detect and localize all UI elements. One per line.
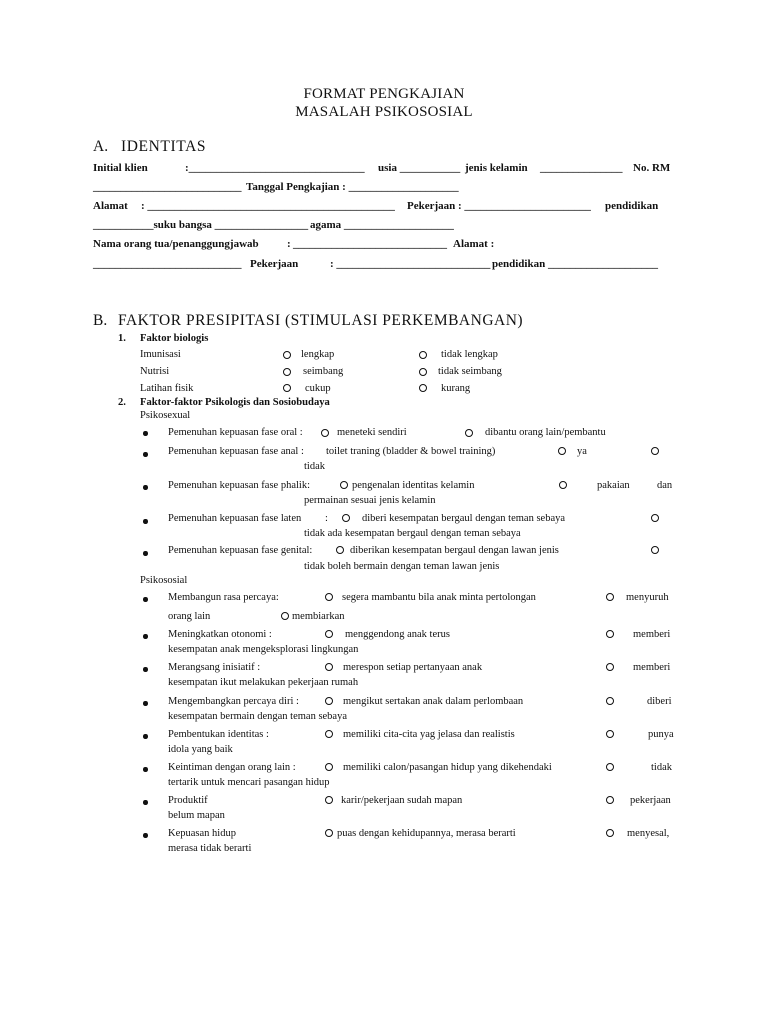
fase-genital-label: Pemenuhan kepuasan fase genital: bbox=[168, 545, 313, 556]
otonomi-menggendong-label: menggendong anak terus bbox=[345, 629, 450, 640]
imunisasi-lengkap-label: lengkap bbox=[301, 349, 335, 360]
jenis-kelamin-label: jenis kelamin bbox=[465, 162, 528, 174]
fase-laten-label: Pemenuhan kepuasan fase laten bbox=[168, 513, 302, 524]
phalik-pakaian-label: pakaian bbox=[597, 480, 630, 491]
latihan-kurang-label: kurang bbox=[441, 383, 471, 394]
oral-dibantu-label: dibantu orang lain/pembantu bbox=[485, 427, 606, 438]
item2-title: Faktor-faktor Psikologis dan Sosiobudaya bbox=[140, 397, 330, 408]
latihan-fisik-label: Latihan fisik bbox=[140, 383, 194, 394]
percaya-menyuruh-radio[interactable] bbox=[606, 593, 614, 601]
otonomi-memberi-radio[interactable] bbox=[606, 630, 614, 638]
bullet bbox=[143, 734, 148, 739]
no-rm-label: No. RM bbox=[633, 162, 671, 174]
jenis-kelamin-field[interactable]: _______________ bbox=[540, 162, 623, 174]
pendidikan-ortu-field[interactable]: pendidikan ____________________ bbox=[492, 258, 658, 270]
oral-meneteki-label: meneteki sendiri bbox=[337, 427, 407, 438]
bullet bbox=[143, 519, 148, 524]
imunisasi-label: Imunisasi bbox=[140, 349, 181, 360]
inisiatif-label: Merangsang inisiatif : bbox=[168, 662, 261, 673]
suku-bangsa-field[interactable]: ___________suku bangsa _________________ bbox=[93, 219, 309, 231]
item2-number: 2. bbox=[118, 397, 126, 408]
identitas-idola-radio[interactable] bbox=[606, 730, 614, 738]
bullet bbox=[143, 597, 148, 602]
produktif-pekerjaan-radio[interactable] bbox=[606, 796, 614, 804]
initial-klien-field[interactable]: :________________________________ bbox=[185, 162, 365, 174]
bullet bbox=[143, 634, 148, 639]
bullet bbox=[143, 551, 148, 556]
oral-meneteki-radio[interactable] bbox=[321, 429, 329, 437]
genital-tidak-label: tidak boleh bermain dengan teman lawan jenis bbox=[304, 561, 500, 572]
produktif-pekerjaan-label: pekerjaan bbox=[630, 795, 671, 806]
produktif-belum-mapan-label: belum mapan bbox=[168, 810, 225, 821]
section-a-heading: IDENTITAS bbox=[121, 138, 207, 155]
latihan-cukup-radio[interactable] bbox=[283, 384, 291, 392]
otonomi-memberi-label: memberi bbox=[633, 629, 671, 640]
laten-diberi-radio[interactable] bbox=[342, 514, 350, 522]
anal-tidak-label: tidak bbox=[304, 461, 325, 472]
psikososial-label: Psikososial bbox=[140, 575, 188, 586]
kepuasan-menyesal-label: menyesal, bbox=[627, 828, 670, 839]
inisiatif-memberi-label: memberi bbox=[633, 662, 671, 673]
inisiatif-merespon-label: merespon setiap pertanyaan anak bbox=[343, 662, 483, 673]
latihan-kurang-radio[interactable] bbox=[419, 384, 427, 392]
phalik-identitas-label: pengenalan identitas kelamin bbox=[352, 480, 475, 491]
phalik-dan-label: dan bbox=[657, 480, 673, 491]
nama-orang-tua-field[interactable]: ____________________________ bbox=[293, 238, 447, 250]
percayadiri-diberi-radio[interactable] bbox=[606, 697, 614, 705]
otonomi-kesempatan-label: kesempatan anak mengeksplorasi lingkungan bbox=[168, 644, 359, 655]
percaya-membiarkan-label: membiarkan bbox=[292, 611, 345, 622]
percaya-membiarkan-radio[interactable] bbox=[281, 612, 289, 620]
initial-klien-label: Initial klien bbox=[93, 162, 148, 174]
pekerjaan-ortu-label: Pekerjaan bbox=[250, 258, 299, 270]
anal-ya-radio[interactable] bbox=[558, 447, 566, 455]
nutrisi-tidak-seimbang-label: tidak seimbang bbox=[438, 366, 502, 377]
percaya-orang-lain-label: orang lain bbox=[168, 611, 211, 622]
section-b-letter: B. bbox=[93, 312, 108, 329]
produktif-karir-label: karir/pekerjaan sudah mapan bbox=[341, 795, 463, 806]
nutrisi-tidak-seimbang-radio[interactable] bbox=[419, 368, 427, 376]
bullet bbox=[143, 833, 148, 838]
bullet bbox=[143, 800, 148, 805]
genital-diberikan-radio[interactable] bbox=[336, 546, 344, 554]
bullet bbox=[143, 701, 148, 706]
bullet bbox=[143, 667, 148, 672]
bullet bbox=[143, 431, 148, 436]
alamat-ortu-field[interactable]: ___________________________ bbox=[93, 258, 242, 270]
genital-diberikan-label: diberikan kesempatan bergaul dengan lawan jenis bbox=[350, 545, 559, 556]
anal-toilet-label: toilet traning (bladder & bowel training) bbox=[326, 446, 496, 457]
tanggal-pengkajian-field[interactable]: Tanggal Pengkajian : ____________________ bbox=[246, 181, 459, 193]
fase-laten-colon: : bbox=[325, 513, 328, 524]
alamat-label: Alamat bbox=[93, 200, 128, 212]
inisiatif-kesempatan-label: kesempatan ikut melakukan pekerjaan rumah bbox=[168, 677, 359, 688]
imunisasi-tidak-lengkap-radio[interactable] bbox=[419, 351, 427, 359]
identitas-label: Pembentukan identitas : bbox=[168, 729, 269, 740]
anal-ya-label: ya bbox=[577, 446, 587, 457]
imunisasi-lengkap-radio[interactable] bbox=[283, 351, 291, 359]
nama-orang-tua-colon: : bbox=[287, 238, 291, 250]
item1-number: 1. bbox=[118, 333, 126, 344]
identitas-citacita-label: memiliki cita-cita yag jelasa dan realistis bbox=[343, 729, 515, 740]
otonomi-label: Meningkatkan otonomi : bbox=[168, 629, 272, 640]
nutrisi-seimbang-radio[interactable] bbox=[283, 368, 291, 376]
nutrisi-seimbang-label: seimbang bbox=[303, 366, 344, 377]
inisiatif-memberi-radio[interactable] bbox=[606, 663, 614, 671]
otonomi-menggendong-radio[interactable] bbox=[325, 630, 333, 638]
latihan-cukup-label: cukup bbox=[305, 383, 331, 394]
bullet bbox=[143, 452, 148, 457]
keintiman-calon-label: memiliki calon/pasangan hidup yang dikehendaki bbox=[343, 762, 552, 773]
no-rm-field[interactable]: ___________________________ bbox=[93, 181, 242, 193]
kepuasan-puas-label: puas dengan kehidupannya, merasa berarti bbox=[337, 828, 516, 839]
section-a-letter: A. bbox=[93, 138, 109, 155]
percaya-segera-label: segera mambantu bila anak minta pertolongan bbox=[342, 592, 536, 603]
anal-tidak-radio[interactable] bbox=[651, 447, 659, 455]
fase-oral-label: Pemenuhan kepuasan fase oral : bbox=[168, 427, 303, 438]
identitas-punya-label: punya bbox=[648, 729, 674, 740]
document-title-line2: MASALAH PSIKOSOSIAL bbox=[295, 104, 473, 120]
percayadiri-lomba-label: mengikut sertakan anak dalam perlombaan bbox=[343, 696, 524, 707]
alamat-ortu-label: Alamat : bbox=[453, 238, 495, 250]
agama-field[interactable]: agama ____________________ bbox=[310, 219, 454, 231]
nutrisi-label: Nutrisi bbox=[140, 366, 170, 377]
percaya-diri-label: Mengembangkan percaya diri : bbox=[168, 696, 299, 707]
fase-anal-label: Pemenuhan kepuasan fase anal : bbox=[168, 446, 304, 457]
document-title-line1: FORMAT PENGKAJIAN bbox=[303, 86, 465, 102]
laten-tidak-radio[interactable] bbox=[651, 514, 659, 522]
section-b-heading: FAKTOR PRESIPITASI (STIMULASI PERKEMBANGAN) bbox=[118, 312, 524, 329]
fase-phalik-label: Pemenuhan kepuasan fase phalik: bbox=[168, 480, 310, 491]
nama-orang-tua-label: Nama orang tua/penanggungjawab bbox=[93, 238, 259, 250]
percayadiri-diberi-label: diberi bbox=[647, 696, 672, 707]
kepuasan-puas-radio[interactable] bbox=[325, 829, 333, 837]
item1-title: Faktor biologis bbox=[140, 333, 209, 344]
laten-tidak-label: tidak ada kesempatan bergaul dengan teman sebaya bbox=[304, 528, 521, 539]
identitas-idola-label: idola yang baik bbox=[168, 744, 233, 755]
pendidikan-label: pendidikan bbox=[605, 200, 659, 212]
laten-diberi-label: diberi kesempatan bergaul dengan teman sebaya bbox=[362, 513, 566, 524]
bullet bbox=[143, 767, 148, 772]
usia-field[interactable]: usia ___________ bbox=[378, 162, 461, 174]
keintiman-tidak-radio[interactable] bbox=[606, 763, 614, 771]
phalik-identitas-radio[interactable] bbox=[340, 481, 348, 489]
produktif-label: Produktif bbox=[168, 795, 208, 806]
rasa-percaya-label: Membangun rasa percaya: bbox=[168, 592, 279, 603]
identitas-citacita-radio[interactable] bbox=[325, 730, 333, 738]
percayadiri-kesempatan-label: kesempatan bermain dengan teman sebaya bbox=[168, 711, 348, 722]
psikosexual-label: Psikosexual bbox=[140, 410, 191, 421]
kepuasan-tidak-berarti-label: merasa tidak berarti bbox=[168, 843, 252, 854]
keintiman-tidak-label: tidak bbox=[651, 762, 672, 773]
kepuasan-menyesal-radio[interactable] bbox=[606, 829, 614, 837]
percaya-segera-radio[interactable] bbox=[325, 593, 333, 601]
produktif-karir-radio[interactable] bbox=[325, 796, 333, 804]
percaya-menyuruh-label: menyuruh bbox=[626, 592, 669, 603]
kepuasan-hidup-label: Kepuasan hidup bbox=[168, 828, 236, 839]
imunisasi-tidak-lengkap-label: tidak lengkap bbox=[441, 349, 498, 360]
inisiatif-merespon-radio[interactable] bbox=[325, 663, 333, 671]
pekerjaan-field[interactable]: Pekerjaan : _______________________ bbox=[407, 200, 591, 212]
keintiman-calon-radio[interactable] bbox=[325, 763, 333, 771]
keintiman-label: Keintiman dengan orang lain : bbox=[168, 762, 296, 773]
phalik-permainan-label: permainan sesuai jenis kelamin bbox=[304, 495, 436, 506]
keintiman-tertarik-label: tertarik untuk mencari pasangan hidup bbox=[168, 777, 330, 788]
bullet bbox=[143, 485, 148, 490]
pekerjaan-ortu-field[interactable]: : ____________________________ bbox=[330, 258, 491, 270]
phalik-pakaian-radio[interactable] bbox=[559, 481, 567, 489]
genital-tidak-radio[interactable] bbox=[651, 546, 659, 554]
alamat-field[interactable]: : _____________________________________________ bbox=[141, 200, 395, 212]
oral-dibantu-radio[interactable] bbox=[465, 429, 473, 437]
percayadiri-lomba-radio[interactable] bbox=[325, 697, 333, 705]
